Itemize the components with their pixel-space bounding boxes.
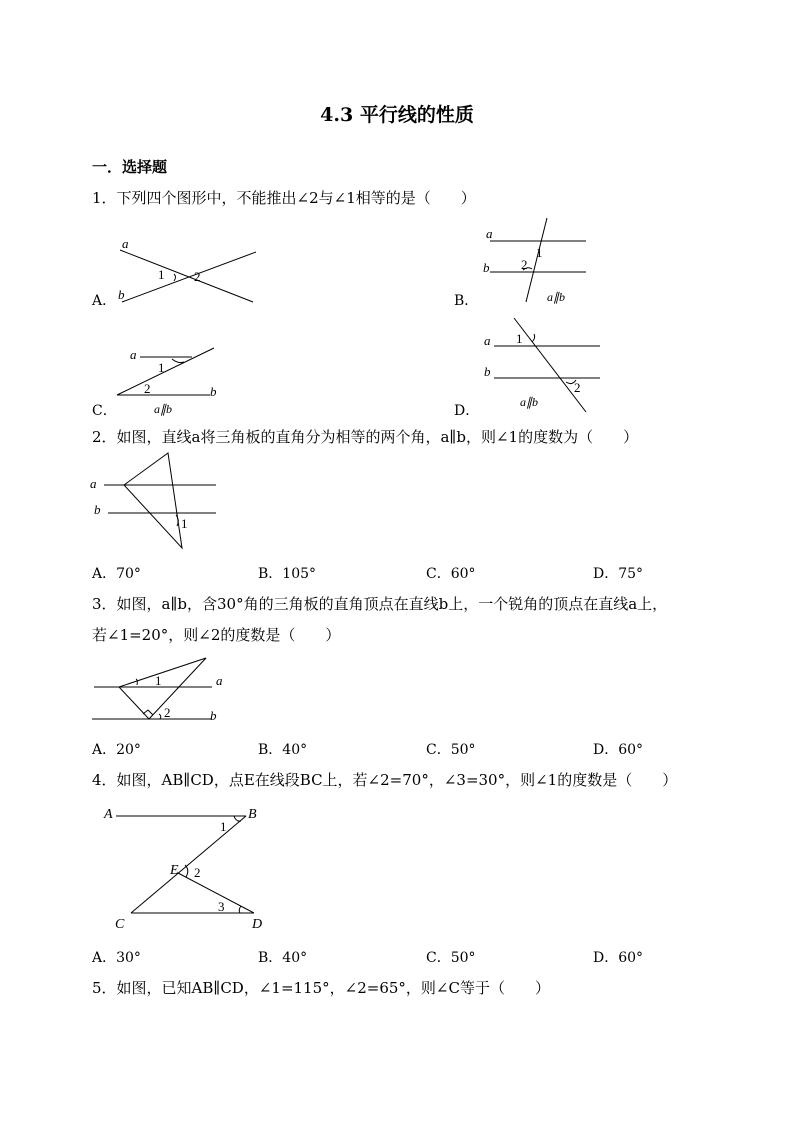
triangle-ruler	[119, 658, 206, 719]
label-angle-2: 2	[144, 381, 151, 396]
option-1c: C．	[92, 403, 117, 419]
angle-arc	[532, 334, 535, 342]
label-angle-2: 2	[574, 380, 581, 395]
label-b: b	[484, 364, 491, 379]
option-1b: B．	[454, 293, 479, 309]
angle-arc-1	[234, 816, 241, 821]
question-5-stem: 5．如图，已知AB∥CD，∠1=115°，∠2=65°，则∠C等于（ ）	[92, 979, 550, 997]
label-a: a	[484, 333, 491, 348]
option-4a: A．30°	[92, 950, 141, 966]
label-a: a	[486, 226, 493, 241]
angle-arc-1	[136, 679, 137, 685]
option-1d: D．	[454, 403, 480, 419]
triangle-ruler	[124, 453, 182, 548]
transversal	[526, 218, 547, 302]
label-angle-1: 1	[158, 360, 165, 375]
option-4c: C．50°	[426, 950, 476, 966]
label-angle-3: 3	[218, 899, 225, 914]
option-4b: B．40°	[258, 950, 308, 966]
label-point-a: A	[104, 807, 113, 822]
label-angle-1: 1	[220, 819, 227, 834]
figure-2	[88, 450, 228, 555]
label-a: a	[130, 347, 137, 362]
label-b: b	[210, 708, 217, 723]
label-a: a	[216, 673, 223, 688]
question-4-stem: 4．如图，AB∥CD，点E在线段BC上，若∠2=70°，∠3=30°，则∠1的度数是（ ）	[92, 771, 678, 789]
figure-3	[88, 652, 228, 732]
label-point-e: E	[170, 863, 179, 878]
option-3d: D．60°	[593, 742, 644, 758]
label-angle-2: 2	[521, 257, 528, 272]
option-2d: D．75°	[593, 566, 644, 582]
question-3-stem: 3．如图，a∥b，含30°角的三角板的直角顶点在直线b上，一个锐角的顶点在直线a上，	[92, 595, 668, 613]
caption: a∥b	[154, 402, 172, 416]
label-angle-2: 2	[164, 705, 171, 720]
option-1a: A．	[92, 293, 117, 309]
label-angle-1: 1	[155, 673, 162, 688]
angle-arc-2	[159, 714, 161, 719]
page-title: 4.3 平行线的性质	[320, 104, 474, 126]
label-b: b	[210, 384, 217, 399]
label-angle-2: 2	[194, 269, 201, 284]
angle-arc	[172, 359, 184, 363]
label-point-b: B	[248, 807, 257, 822]
label-angle-1: 1	[536, 245, 543, 260]
figure-1d	[480, 314, 610, 414]
angle-arc-3	[239, 906, 241, 913]
label-a: a	[122, 236, 129, 251]
label-angle-1: 1	[181, 516, 188, 531]
figure-1c	[112, 342, 232, 417]
label-b: b	[94, 502, 101, 517]
label-angle-1: 1	[516, 331, 523, 346]
segment-ed	[178, 873, 254, 913]
label-point-d: D	[252, 917, 263, 932]
line-b	[122, 252, 256, 302]
caption: a∥b	[520, 395, 538, 409]
figure-1b	[480, 214, 600, 314]
segment-bc	[131, 816, 246, 913]
option-2a: A．70°	[92, 566, 141, 582]
section-heading: 一．选择题	[92, 158, 168, 176]
figure-4	[100, 800, 280, 935]
label-b: b	[483, 260, 490, 275]
figure-1a	[110, 232, 260, 312]
question-2-stem: 2．如图，直线a将三角板的直角分为相等的两个角，a∥b，则∠1的度数为（ ）	[92, 428, 639, 446]
option-2c: C．60°	[426, 566, 476, 582]
line-a	[120, 250, 253, 302]
label-b: b	[118, 287, 125, 302]
label-angle-1: 1	[158, 267, 165, 282]
angle-arc	[174, 274, 176, 281]
option-2b: B．105°	[258, 566, 317, 582]
question-1-stem: 1．下列四个图形中，不能推出∠2与∠1相等的是（ ）	[92, 189, 476, 207]
label-point-c: C	[115, 917, 125, 932]
label-angle-2: 2	[194, 865, 201, 880]
option-3a: A．20°	[92, 742, 141, 758]
option-4d: D．60°	[593, 950, 644, 966]
question-3-stem-2: 若∠1=20°，则∠2的度数是（ ）	[92, 626, 341, 644]
option-3b: B．40°	[258, 742, 308, 758]
label-a: a	[90, 476, 97, 491]
angle-arc	[176, 515, 178, 526]
option-3c: C．50°	[426, 742, 476, 758]
caption: a∥b	[547, 290, 565, 304]
